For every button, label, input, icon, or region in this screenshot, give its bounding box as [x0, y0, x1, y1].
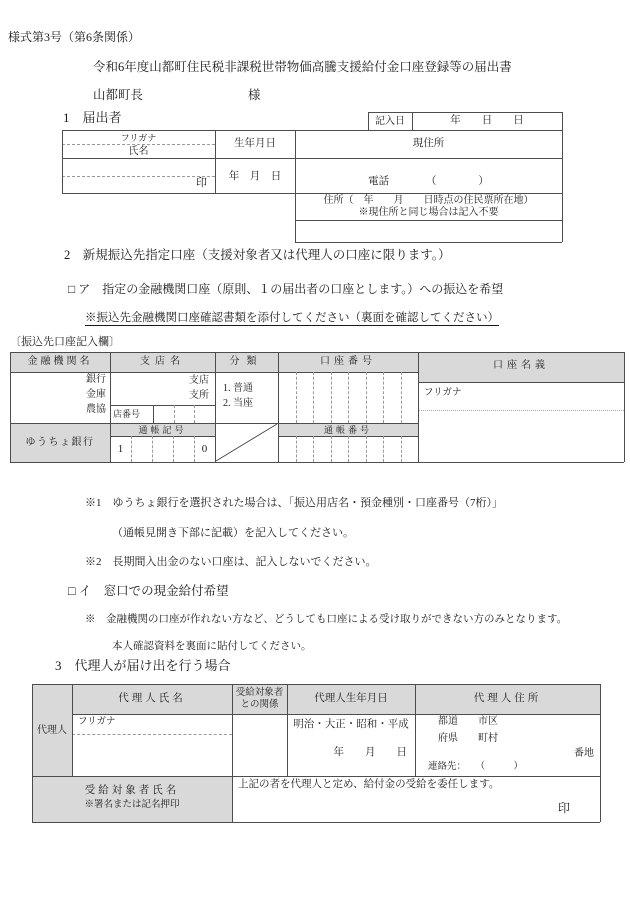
grid-line	[110, 436, 215, 437]
grid-line	[278, 352, 279, 462]
grid-line	[62, 144, 215, 145]
grid-line	[10, 462, 624, 463]
agent-furigana-label: フリガナ	[78, 717, 116, 727]
grid-line	[331, 436, 332, 462]
grid-line	[10, 372, 418, 373]
agent-row-label: 代理人	[37, 725, 67, 736]
institution-option: 銀行	[86, 374, 106, 385]
col-institution: 金融機関名	[27, 356, 93, 367]
col-account-number: 口座番号	[320, 356, 376, 367]
yucho-bank-label: ゆうちょ銀行	[25, 437, 95, 448]
col-relation-line1: 受給対象者	[235, 688, 284, 698]
grid-line	[72, 734, 232, 735]
grid-line	[383, 436, 384, 462]
grid-line	[131, 436, 132, 462]
col-branch: 支店名	[140, 356, 185, 367]
grid-line	[32, 684, 600, 685]
agent-contact-line: 連絡先： （ ）	[428, 762, 524, 772]
agent-addr-banchi: 番地	[574, 748, 594, 759]
section2-heading: 2 新規振込先指定口座（支援対象者又は代理人の口座に限ります。）	[64, 248, 451, 262]
birthdate-value: 年 月 日	[228, 171, 282, 182]
option-a-checkbox[interactable]: □	[68, 282, 76, 296]
grid-line	[366, 372, 367, 423]
institution-option: 金庫	[86, 389, 106, 400]
passbook-symbol-label: 通帳記号	[138, 425, 187, 435]
attach-note: ※振込先金融機関口座確認書類を添付してください（裏面を確認してください）	[85, 312, 499, 324]
holder-furigana-label: フリガナ	[424, 388, 462, 398]
institution-option: 農協	[86, 404, 106, 415]
grid-line	[383, 372, 384, 423]
grid-line	[62, 193, 562, 194]
grid-line	[153, 405, 154, 423]
grid-line	[62, 158, 562, 159]
grid-line	[600, 684, 601, 822]
agent-seal-label: 印	[557, 801, 570, 815]
grid-line	[331, 372, 332, 423]
grid-line	[366, 436, 367, 462]
passbook-number-label: 通帳番号	[323, 425, 372, 435]
option-b-checkbox[interactable]: □	[68, 584, 76, 598]
grid-line	[418, 410, 624, 411]
option-a-row	[68, 283, 503, 297]
registered-address-note-line2: ※現住所と同じ場合は記入不要	[358, 207, 499, 218]
entry-date-label: 記入日	[375, 116, 405, 127]
agent-addr-line2: 府県 町村	[438, 733, 498, 744]
agent-birth-era: 明治・大正・昭和・平成	[293, 719, 409, 730]
grid-line	[401, 372, 402, 423]
seal-label: 印	[196, 177, 207, 189]
grid-line	[32, 822, 600, 823]
note2: ※2 長期間入出金のない口座は、記入しないでください。	[85, 556, 377, 568]
grid-line	[173, 436, 174, 462]
note1-line2: （通帳見開き下部に記載）を記入してください。	[112, 527, 354, 539]
grid-line	[174, 405, 175, 423]
symbol-last-digit: 0	[201, 443, 208, 455]
grid-line	[313, 372, 314, 423]
current-address-label: 現住所	[412, 138, 445, 149]
grid-line	[10, 352, 624, 353]
registered-address-note-line1: 住所（ 年 月 日時点の住民票所在地）	[323, 195, 534, 206]
grid-line	[401, 436, 402, 462]
grid-line	[418, 382, 624, 383]
furigana-label: フリガナ	[120, 133, 157, 143]
col-agent-name: 代理人氏名	[118, 693, 186, 704]
grid-line	[194, 405, 195, 423]
phone-label: 電話 （ ）	[368, 176, 489, 187]
symbol-first-digit: 1	[117, 443, 124, 455]
attach-note-row	[85, 312, 499, 325]
grid-line	[296, 372, 297, 423]
entry-date-value: 年 日 日	[450, 115, 524, 126]
option-b-row	[68, 584, 229, 598]
grid-line	[110, 405, 215, 406]
page-title: 令和6年度山都町住民税非課税世帯物価高騰支援給付金口座登録等の届出書	[93, 60, 512, 74]
grid-line	[295, 220, 562, 221]
col-relation-line2: との関係	[240, 700, 279, 710]
section1-heading: 1 届出者	[63, 110, 122, 125]
grid-line	[152, 436, 153, 462]
recipient-sign-note: ※署名または記名押印	[84, 800, 180, 810]
branch-code-label: 店番号	[113, 409, 141, 419]
branch-option: 支店	[189, 375, 209, 386]
agent-addr-line1: 都道 市区	[438, 716, 498, 727]
addressee: 山都町長	[93, 88, 144, 102]
recipient-name-label: 受給対象者氏名	[84, 785, 180, 796]
diagonal-strike	[215, 423, 278, 462]
category-option-toza: 2. 当座	[223, 398, 253, 409]
grid-line	[62, 130, 562, 131]
birthdate-label: 生年月日	[234, 138, 276, 149]
grid-line	[32, 776, 600, 777]
bank-table-caption: 〔振込先口座記入欄〕	[10, 336, 120, 348]
grid-line	[624, 352, 625, 462]
grid-line	[562, 130, 563, 242]
col-account-holder: 口座名義	[493, 360, 549, 371]
agent-birth-value: 年 月 日	[333, 747, 407, 758]
col-agent-address: 代理人住所	[473, 693, 542, 704]
col-category: 分類	[229, 356, 264, 367]
col-agent-birth: 代理人生年月日	[314, 693, 388, 704]
grid-line	[10, 423, 418, 424]
recipient-cell-fill	[32, 776, 232, 822]
category-option-futsu: 1. 普通	[223, 383, 253, 394]
grid-line	[313, 436, 314, 462]
form-number: 様式第3号（第6条関係）	[8, 30, 141, 44]
addressee-honorific: 様	[248, 88, 261, 102]
grid-line	[295, 242, 562, 243]
grid-line	[348, 372, 349, 423]
section3-heading: 3 代理人が届け出を行う場合	[55, 658, 231, 673]
grid-line	[72, 714, 600, 715]
grid-line	[296, 436, 297, 462]
note3-line2: 本人確認資料を裏面に貼付してください。	[112, 641, 312, 652]
option-b-label: イ 窓口での現金給付希望	[78, 584, 229, 598]
option-a-label: ア 指定の金融機関口座（原則、１の届出者の口座とします。）への振込を希望	[78, 282, 504, 296]
note1-line1: ※1 ゆうちょ銀行を選択された場合は、「振込用店名・預金種別・口座番号（7桁）」	[85, 497, 503, 509]
name-label: 氏名	[128, 146, 149, 157]
grid-line	[348, 436, 349, 462]
note3-line1: ※ 金融機関の口座が作れない方など、どうしても口座による受け取りができない方のみとなります。	[85, 614, 568, 625]
branch-option: 支所	[189, 390, 209, 401]
delegation-text: 上記の者を代理人と定め、給付金の受給を委任します。	[238, 779, 500, 790]
